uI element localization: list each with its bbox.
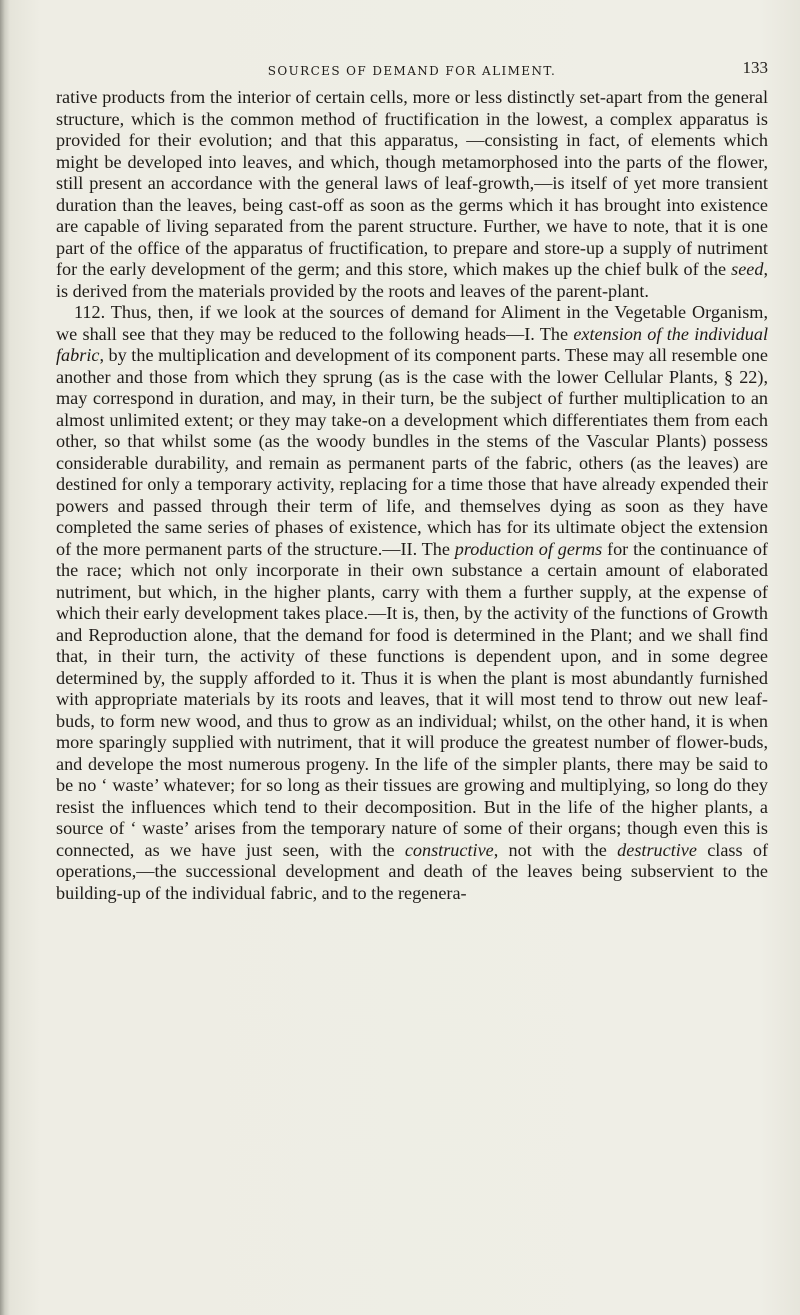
- paragraph: [56, 87, 768, 302]
- body-text: [56, 87, 768, 904]
- paragraph: [56, 302, 768, 904]
- italic-text: destructive: [617, 839, 697, 860]
- text-run: class of operations,—the successional development and death of the leaves being subservient to the building-up of the individual fabric, and to the regenera-: [56, 839, 768, 903]
- page-header: [56, 58, 768, 82]
- italic-text: production of germs: [454, 538, 603, 559]
- text-run: , not with the: [493, 839, 618, 860]
- text-run: for the continuance of the race; which not only incorporate in their own substance a certain amount of elaborated nutriment, but which, in the higher plants, carry with them a further supply, at the expense of which their early development takes place.—It is, then, by the activity of the functions of Growth and Reproduction alone, that the demand for food is determined in the Plant; and we shall find that, in their turn, the activity of these functions is dependent upon, and in some degree determined by, the supply afforded to it. Thus it is when the plant is most abundantly furnished with appropriate materials by its roots and leaves, that it will most tend to throw out new leaf-buds, to form new wood, and thus to grow as an individual; whilst, on the other hand, it is when more sparingly supplied with nutriment, that it will produce the greatest number of flower-buds, and develope the most numerous progeny. In the life of the simpler plants, there may be said to be no ‘ waste’ whatever; for so long as their tissues are growing and multiplying, so long do they resist the influences which tend to their decomposition. But in the life of the higher plants, a source of ‘ waste’ arises from the temporary nature of some of their organs; though even this is connected, as we have just seen, with the: [56, 538, 768, 860]
- text-run: 112. Thus, then, if we look at the sources of demand for Aliment in the Vegetable Organism, we shall see that they may be reduced to the following heads—I. The: [56, 302, 768, 344]
- italic-text: seed: [731, 259, 764, 279]
- page-number: 133: [742, 58, 768, 77]
- italic-text: constructive: [404, 839, 494, 860]
- text-run: , is derived from the materials provided by the roots and leaves of the parent-plant.: [56, 259, 768, 301]
- running-head: SOURCES OF DEMAND FOR ALIMENT.: [267, 64, 557, 78]
- page-gutter-shadow: [0, 0, 10, 1315]
- text-run: rative products from the interior of certain cells, more or less distinctly set-apart from the general structure, which is the common method of fructification in the lowest, a complex apparatus is provided for their evolution; and that this apparatus, —consisting in fact, of elements which might be developed into leaves, and which, though metamorphosed into the parts of the flower, still present an accordance with the general laws of leaf-growth,—is itself of yet more transient duration than the leaves, being cast-off as soon as the germs which it has brought into existence are capable of living separated from the parent structure. Further, we have to note, that it is one part of the office of the apparatus of fructification, to prepare and store-up a supply of nutriment for the early development of the germ; and this store, which makes up the chief bulk of the: [56, 87, 768, 279]
- text-run: , by the multiplication and development of its component parts. These may all resemble one another and those from which they sprung (as is the case with the lower Cellular Plants, § 22), may correspond in duration, and may, in their turn, be the subject of further multiplication to an almost unlimited extent; or they may take-on a development which differentiates them from each other, so that whilst some (as the woody bundles in the stems of the Vascular Plants) possess considerable durability, and remain as permanent parts of the fabric, others (as the leaves) are destined for only a temporary activity, replacing for a time those that have already expended their powers and passed through their term of life, and themselves dying as soon as they have completed the same series of phases of existence, which has for its ultimate object the extension of the more permanent parts of the structure.—II. The: [56, 345, 768, 559]
- italic-text: extension of the individual fabric: [56, 323, 768, 365]
